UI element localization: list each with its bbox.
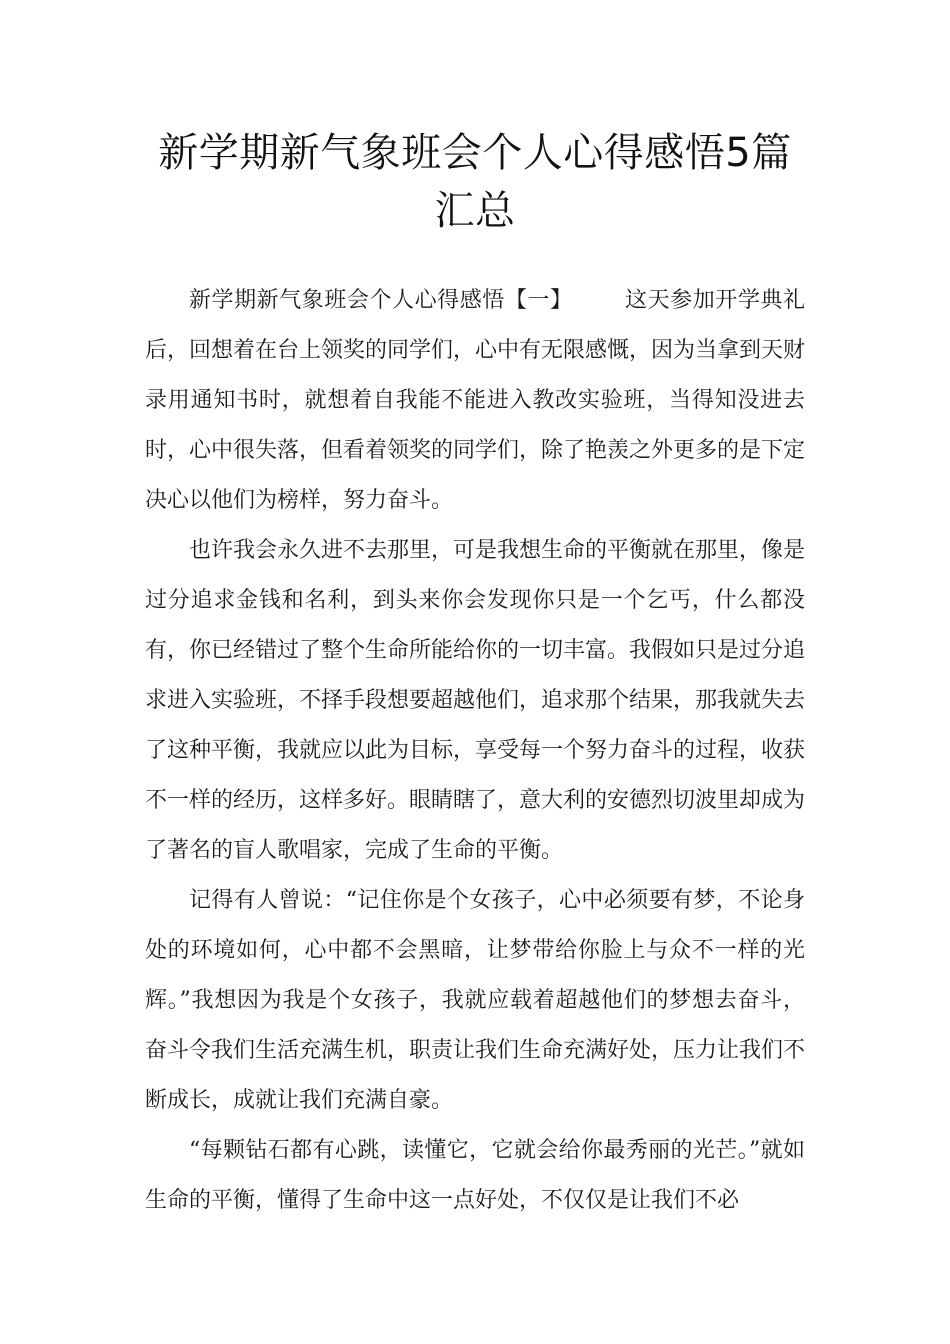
document-body — [145, 276, 805, 1226]
paragraph-4: “每颗钻石都有心跳，读懂它，它就会给你最秀丽的光芒。”就如生命的平衡，懂得了生命中这一点好处，不仅仅是让我们不必 — [145, 1138, 805, 1213]
paragraph-2: 也许我会永久进不去那里，可是我想生命的平衡就在那里，像是过分追求金钱和名利，到头来你会发现你只是一个乞丐，什么都没有，你已经错过了整个生命所能给你的一切丰富。我假如只是过分追求进入实验班，不择手段想要超越他们，追求那个结果，那我就失去了这种平衡，我就应以此为目标，享受每一个努力奋斗的过程，收获不一样的经历，这样多好。眼睛瞎了，意大利的安德烈切波里却成为了著名的盲人歌唱家，完成了生命的平衡。 — [145, 538, 806, 863]
paragraph-1-text: 这天参加开学典礼后，回想着在台上领奖的同学们，心中有无限感慨，因为当拿到天财录用通知书时，就想着自我能不能进入教改实验班，当得知没进去时，心中很失落，但看着领奖的同学们，除了艳羡之外更多的是下定决心以他们为榜样，努力奋斗。 — [145, 288, 806, 513]
section-heading: 新学期新气象班会个人心得感悟【一】 — [189, 288, 573, 313]
paragraph-3: 记得有人曾说：“记住你是个女孩子，心中必须要有梦，不论身处的环境如何，心中都不会黑暗，让梦带给你脸上与众不一样的光辉。”我想因为我是个女孩子，我就应载着超越他们的梦想去奋斗，奋斗令我们生活充满生机，职责让我们生命充满好处，压力让我们不断成长，成就让我们充满自豪。 — [145, 888, 806, 1113]
document-title: 新学期新气象班会个人心得感悟5篇汇总 — [158, 130, 792, 234]
paragraph-1 — [145, 276, 805, 526]
